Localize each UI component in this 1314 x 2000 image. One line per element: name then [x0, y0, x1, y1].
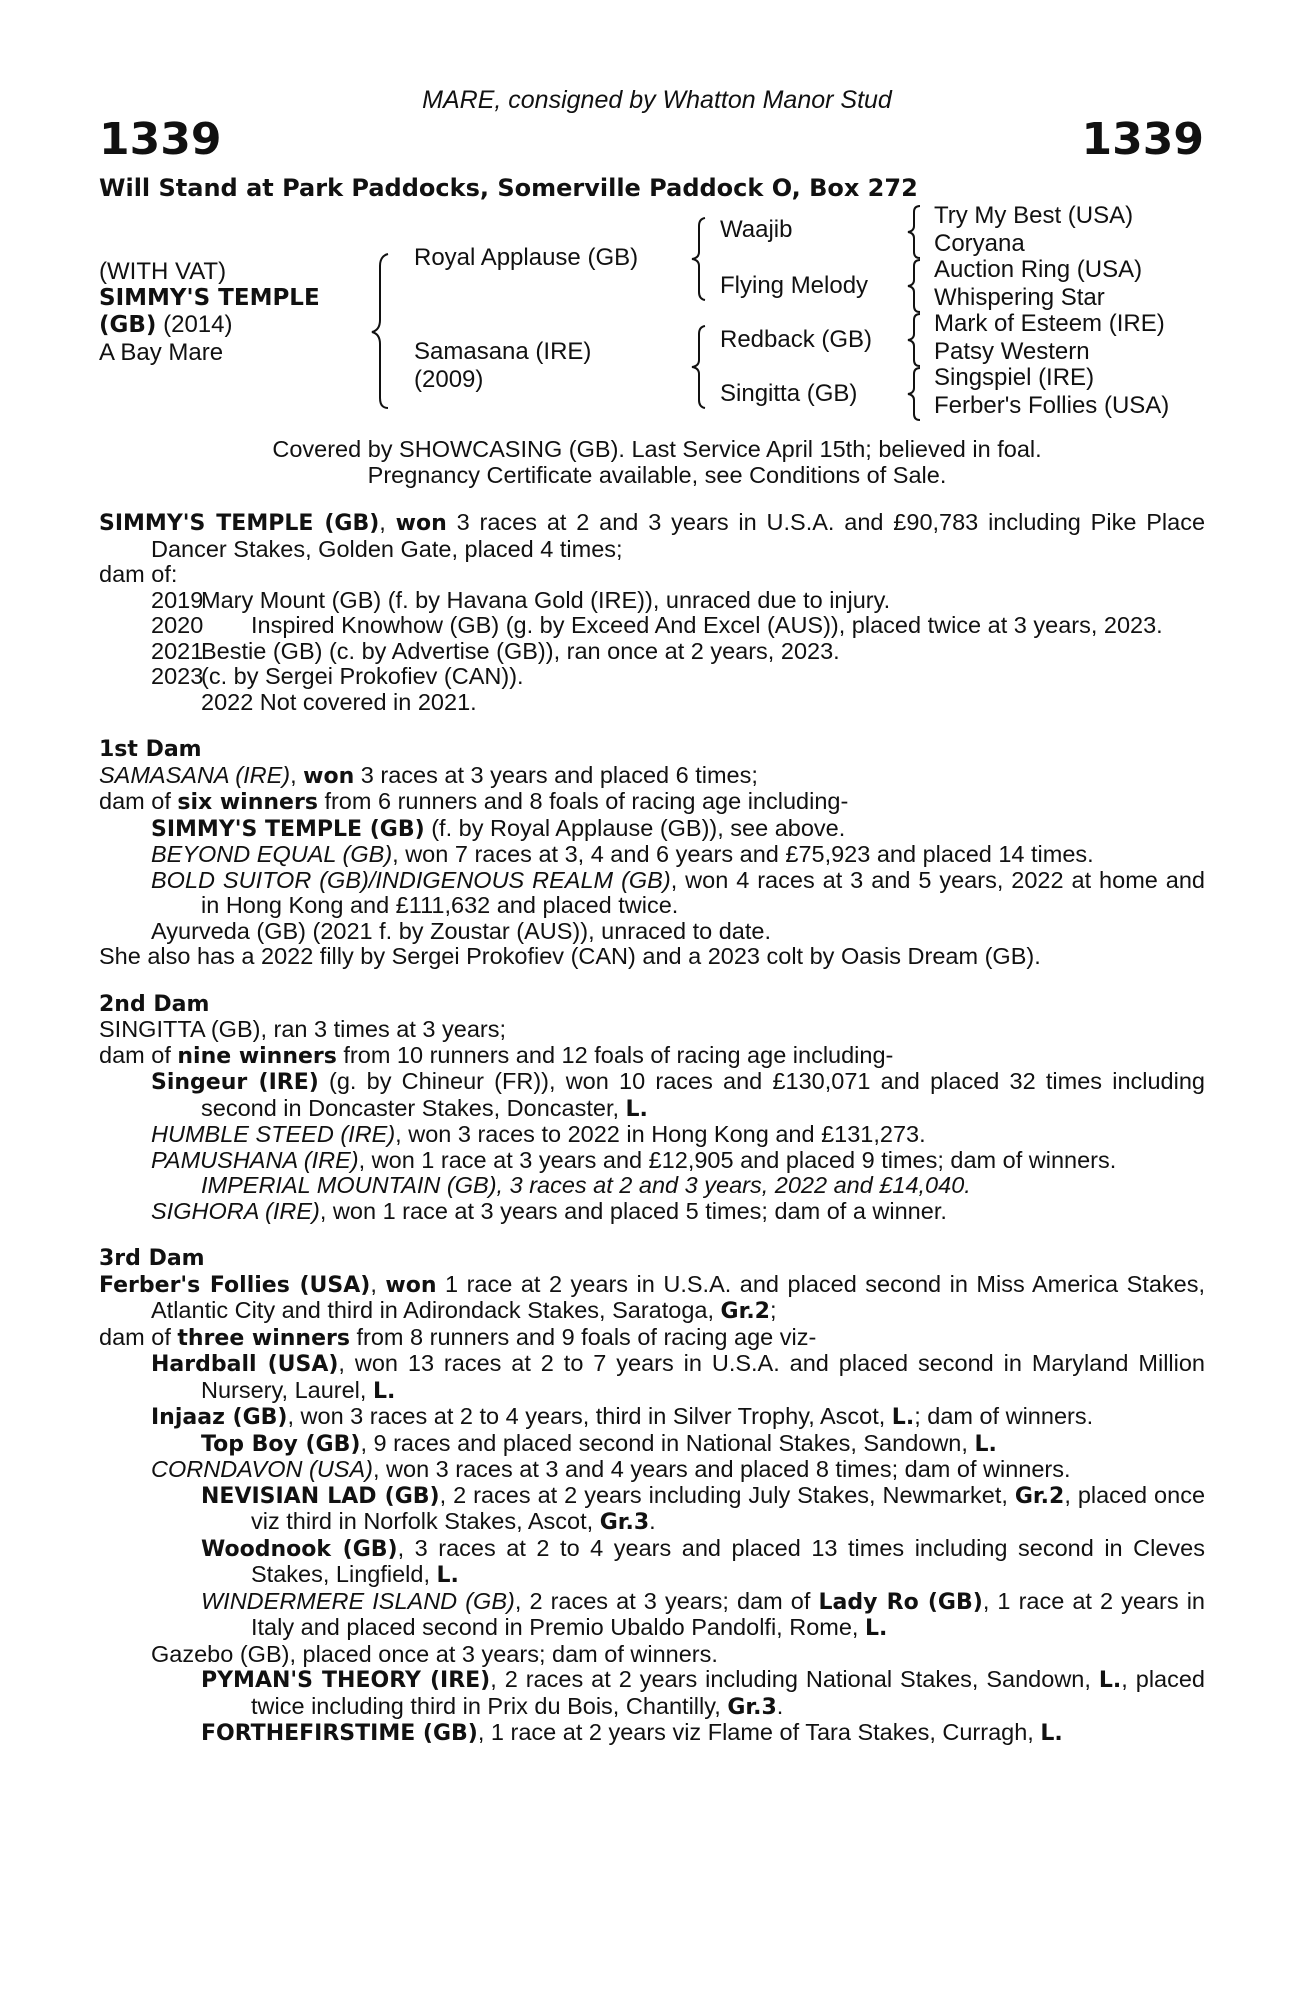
sire: Royal Applause (GB): [414, 244, 639, 271]
third-dam-grandchild: Woodnook (GB), 3 races at 2 to 4 years and placed 13 times including second in Cleves Stakes, Lingfield, L.: [201, 1534, 1205, 1588]
pedigree-brace-g4: [906, 366, 924, 422]
third-dam-summary: Ferber's Follies (USA), won 1 race at 2 years in U.S.A. and placed second in Miss America Stakes, Atlantic City and third in Adirondack Stakes, Saratoga, Gr.2;: [99, 1270, 1206, 1324]
second-dam-runner: SIGHORA (IRE), won 1 race at 3 years and placed 5 times; dam of a winner.: [151, 1197, 947, 1224]
dam-dam: Singitta (GB): [720, 380, 858, 407]
grandsire-3: Mark of Esteem (IRE): [934, 310, 1165, 337]
second-dam-runner: HUMBLE STEED (IRE), won 3 races to 2022 in Hong Kong and £131,273.: [151, 1121, 926, 1147]
produce-row: 2021 Bestie (GB) (c. by Advertise (GB)), ran once at 2 years, 2023.: [151, 637, 840, 664]
sire-dam: Flying Melody: [720, 272, 869, 299]
pedigree-brace-main: [370, 252, 394, 410]
first-dam-runner: BOLD SUITOR (GB)/INDIGENOUS REALM (GB), won 4 races at 3 and 5 years, 2022 at home and in Hong Kong and £111,632 and placed twice.: [151, 866, 1205, 918]
produce-row: 2019 Mary Mount (GB) (f. by Havana Gold (IRE)), unraced due to injury.: [151, 586, 891, 613]
mare-won: won: [395, 511, 447, 536]
grandsire-2: Auction Ring (USA): [934, 256, 1143, 283]
pedigree-brace-dam: [690, 324, 710, 410]
grandsire-4: Singspiel (IRE): [934, 364, 1095, 391]
pedigree-brace-sire: [690, 216, 710, 302]
lot-number-right: 1339: [1081, 114, 1204, 165]
grandsire-1: Try My Best (USA): [934, 202, 1134, 229]
produce-row: 2020 Inspired Knowhow (GB) (g. by Exceed And Excel (AUS)), placed twice at 3 years, 2023.: [151, 612, 1163, 638]
lot-number-left: 1339: [99, 114, 222, 165]
consignment-line: MARE, consigned by Whatton Manor Stud: [422, 86, 892, 114]
third-dam-grandchild: Top Boy (GB), 9 races and placed second in National Stakes, Sandown, L.: [201, 1429, 997, 1457]
mare-name: SIMMY'S TEMPLE (GB): [99, 511, 380, 536]
horse-origin-year: [99, 311, 232, 339]
stand-location: Will Stand at Park Paddocks, Somerville Paddock O, Box 272: [99, 174, 918, 202]
covered-line-1: Covered by SHOWCASING (GB). Last Service April 15th; believed in foal.: [272, 436, 1042, 462]
pedigree-brace-g1: [906, 204, 924, 260]
third-dam-runner: Gazebo (GB), placed once at 3 years; dam of winners.: [151, 1640, 718, 1667]
third-dam-grandchild: PYMAN'S THEORY (IRE), 2 races at 2 years including National Stakes, Sandown, L., placed twice including third in Prix du Bois, Chantilly, Gr.3.: [201, 1666, 1205, 1720]
horse-year: (2014): [163, 311, 233, 338]
dam: Samasana (IRE): [414, 338, 592, 365]
third-dam-runner: CORNDAVON (USA), won 3 races at 3 and 4 years and placed 8 times; dam of winners.: [151, 1456, 1071, 1482]
sire-sire: Waajib: [720, 216, 793, 243]
first-dam-runner: Ayurveda (GB) (2021 f. by Zoustar (AUS)), unraced to date.: [151, 917, 771, 944]
mare-record: 3 races at 2 and 3 years in U.S.A. and £90,783 including Pike Place Dancer Stakes, Golden Gate, placed 4 times;: [151, 509, 1206, 562]
horse-description: A Bay Mare: [99, 339, 224, 366]
granddam-3: Patsy Western: [934, 338, 1090, 365]
first-dam-summary: SAMASANA (IRE), won 3 races at 3 years and placed 6 times;: [99, 761, 758, 789]
granddam-2: Whispering Star: [934, 284, 1105, 311]
first-dam-runner: BEYOND EQUAL (GB), won 7 races at 3, 4 and 6 years and £75,923 and placed 14 times.: [151, 841, 1094, 867]
third-dam-runner: Hardball (USA), won 13 races at 2 to 7 years in U.S.A. and placed second in Maryland Million Nursery, Laurel, L.: [151, 1350, 1205, 1404]
second-dam-heading: 2nd Dam: [99, 991, 210, 1017]
granddam-1: Coryana: [934, 230, 1025, 257]
pedigree-brace-g3: [906, 312, 924, 368]
covered-line-2: Pregnancy Certificate available, see Conditions of Sale.: [367, 462, 947, 488]
horse-name: SIMMY'S TEMPLE: [99, 285, 320, 311]
catalogue-body: [99, 510, 1205, 1747]
third-dam-grandchild: NEVISIAN LAD (GB), 2 races at 2 years including July Stakes, Newmarket, Gr.2, placed once viz third in Norfolk Stakes, Ascot, Gr.3.: [201, 1481, 1206, 1535]
third-dam-heading: 3rd Dam: [99, 1246, 205, 1271]
produce-row: 2023 (c. by Sergei Prokofiev (CAN)).: [151, 663, 524, 689]
mare-summary: SIMMY'S TEMPLE (GB), won 3 races at 2 and 3 years in U.S.A. and £90,783 including Pike Place Dancer Stakes, Golden Gate, placed 4 times;: [99, 509, 1206, 562]
produce-row: 2022 Not covered in 2021.: [201, 688, 477, 715]
dam-sire: Redback (GB): [720, 326, 873, 353]
first-dam-produce-summary: dam of six winners from 6 runners and 8 foals of racing age including-: [99, 788, 849, 815]
dam-year: (2009): [414, 366, 484, 393]
second-dam-runner: Singeur (IRE) (g. by Chineur (FR)), won 10 races and £130,071 and placed 32 times including second in Doncaster Stakes, Doncaster, L.: [151, 1068, 1205, 1122]
third-dam-grandchild: WINDERMERE ISLAND (GB), 2 races at 3 years; dam of Lady Ro (GB), 1 race at 2 years in Italy and placed second in Premio Ubaldo Pandolfi, Rome, L.: [201, 1587, 1205, 1641]
vat-label: (WITH VAT): [99, 258, 227, 285]
first-dam-runner: SIMMY'S TEMPLE (GB) (f. by Royal Applause (GB)), see above.: [151, 814, 846, 842]
mare-dam-of: dam of:: [99, 561, 178, 587]
horse-origin: (GB): [99, 312, 157, 338]
second-dam-produce-summary: dam of nine winners from 10 runners and 12 foals of racing age including-: [99, 1041, 894, 1069]
pedigree-brace-g2: [906, 258, 924, 314]
third-dam-runner: Injaaz (GB), won 3 races at 2 to 4 years, third in Silver Trophy, Ascot, L.; dam of winners.: [151, 1403, 1094, 1430]
granddam-4: Ferber's Follies (USA): [934, 392, 1170, 419]
third-dam-produce-summary: dam of three winners from 8 runners and 9 foals of racing age viz-: [99, 1323, 817, 1351]
first-dam-also: She also has a 2022 filly by Sergei Prokofiev (CAN) and a 2023 colt by Oasis Dream (GB).: [99, 943, 1041, 969]
second-dam-runner: PAMUSHANA (IRE), won 1 race at 3 years and £12,905 and placed 9 times; dam of winners.: [151, 1146, 1117, 1173]
third-dam-grandchild: FORTHEFIRSTIME (GB), 1 race at 2 years viz Flame of Tara Stakes, Curragh, L.: [201, 1719, 1063, 1746]
second-dam-grandchild: IMPERIAL MOUNTAIN (GB), 3 races at 2 and 3 years, 2022 and £14,040.: [201, 1172, 971, 1198]
first-dam-heading: 1st Dam: [99, 737, 202, 762]
second-dam-summary: SINGITTA (GB), ran 3 times at 3 years;: [99, 1016, 507, 1042]
